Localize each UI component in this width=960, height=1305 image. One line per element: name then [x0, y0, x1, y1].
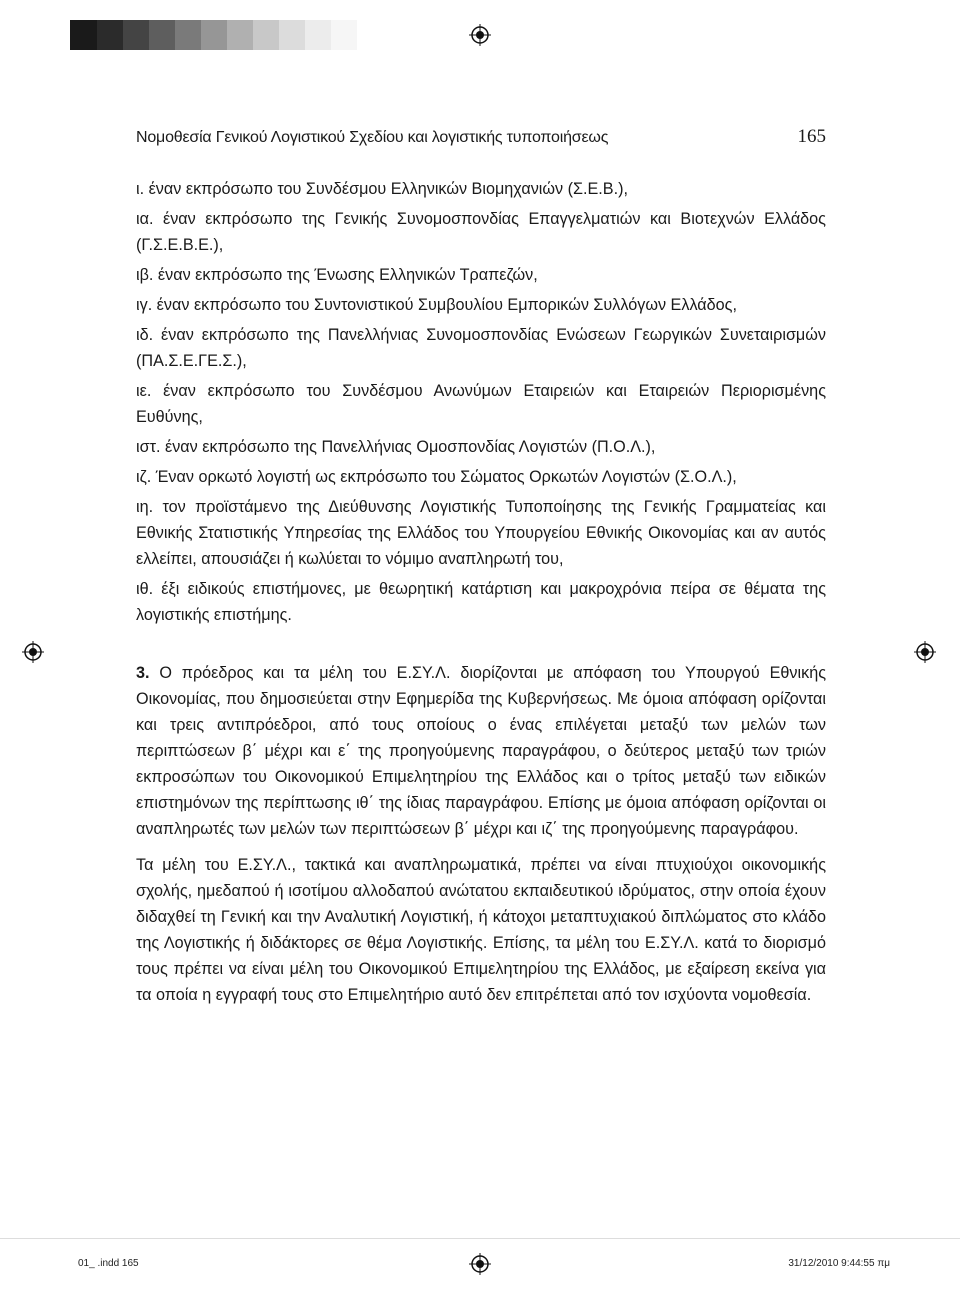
section-gap — [136, 632, 826, 660]
color-swatch — [305, 20, 331, 50]
printer-slug — [78, 1258, 890, 1269]
running-header — [136, 126, 826, 154]
color-swatch — [201, 20, 227, 50]
color-swatch — [331, 20, 357, 50]
header-title: Νομοθεσία Γενικού Λογιστικού Σχεδίου και λογιστικής τυποποιήσεως — [136, 129, 609, 146]
color-swatch — [97, 20, 123, 50]
slug-divider — [0, 1238, 960, 1239]
list-item: ια. έναν εκπρόσωπο της Γενικής Συνομοσπονδίας Επαγγελματιών και Βιοτεχνών Ελλάδος (Γ.Σ.Ε.Β.Ε.), — [136, 210, 826, 254]
color-swatch — [70, 20, 97, 50]
section-3-text: Ο πρόεδρος και τα μέλη του Ε.ΣΥ.Λ. διορίζονται με απόφαση του Υπουργού Εθνικής Οικονομίας, που δημοσιεύεται στην Εφημερίδα της Κυβερνήσεως. Με όμοια απόφαση ορίζονται και τρεις αντιπρόεδροι, από τους οποίους ο ένας επιλέγεται μεταξύ των μελών των περιπτώσεων β΄ μέχρι και ε΄ της προηγούμενης παραγράφου, ο δεύτερος μεταξύ των τριών εκπροσώπων του Οικονομικού Επιμελητηρίου της Ελλάδος και ο τρίτος μεταξύ των ειδικών επιστημόνων της περίπτωσης ιθ΄ της ίδιας παραγράφου. Επίσης με όμοια απόφαση ορίζονται οι αναπληρωτές των μελών των περιπτώσεων β΄ μέχρι και ιζ΄ της προηγούμενης παραγράφου. — [136, 664, 826, 838]
color-swatch — [279, 20, 305, 50]
section-3-paragraph — [136, 660, 826, 842]
color-swatch — [149, 20, 175, 50]
list-item: ιθ. έξι ειδικούς επιστήμονες, με θεωρητική κατάρτιση και μακροχρόνια πείρα σε θέματα της λογιστικής επιστήμης. — [136, 580, 826, 624]
list-item: ιε. έναν εκπρόσωπο του Συνδέσμου Ανωνύμων Εταιρειών και Εταιρειών Περιορισμένης Ευθύνης, — [136, 382, 826, 426]
list-item: ιδ. έναν εκπρόσωπο της Πανελλήνιας Συνομοσπονδίας Ενώσεων Γεωργικών Συνεταιρισμών (ΠΑ.Σ.Ε.ΓΕ.Σ.), — [136, 326, 826, 370]
color-swatch — [227, 20, 253, 50]
list-item: ιζ. Έναν ορκωτό λογιστή ως εκπρόσωπο του Σώματος Ορκωτών Λογιστών (Σ.Ο.Λ.), — [136, 468, 737, 486]
list-item: ιγ. έναν εκπρόσωπο του Συντονιστικού Συμβουλίου Εμπορικών Συλλόγων Ελλάδος, — [136, 296, 737, 314]
printer-color-bar — [70, 20, 357, 50]
color-swatch — [123, 20, 149, 50]
list-item: ιβ. έναν εκπρόσωπο της Ένωσης Ελληνικών Τραπεζών, — [136, 266, 538, 284]
members-paragraph: Τα μέλη του Ε.ΣΥ.Λ., τακτικά και αναπληρωματικά, πρέπει να είναι πτυχιούχοι οικονομικής σχολής, ημεδαπού ή ισοτίμου αλλοδαπού ανώτατου εκπαιδευτικού ιδρύματος, στην οποία έχουν διδαχθεί τη Γενική και την Αναλυτική Λογιστική, ή κάτοχοι μεταπτυχιακού διπλώματος στο κλάδο της Λογιστικής ή διδάκτορες σε θέμα Λογιστικής. Επίσης, τα μέλη του Ε.ΣΥ.Λ. κατά το διορισμό τους πρέπει να είναι μέλη του Οικονομικού Επιμελητηρίου της Ελλάδος, με εξαίρεση εκείνα για τα οποία η εγγραφή τους στο Επιμελητήριο αυτό δεν επιτρέπεται από τον ισχύοντα νομοθεσία. — [136, 856, 826, 1004]
page-body — [136, 176, 826, 1012]
color-swatch — [175, 20, 201, 50]
page-number: 165 — [797, 126, 826, 147]
list-item: ιστ. έναν εκπρόσωπο της Πανελλήνιας Ομοσπονδίας Λογιστών (Π.Ο.Λ.), — [136, 438, 656, 456]
list-item: ι. έναν εκπρόσωπο του Συνδέσμου Ελληνικών Βιομηχανιών (Σ.Ε.Β.), — [136, 180, 628, 198]
list-item: ιη. τον προϊστάμενο της Διεύθυνσης Λογιστικής Τυποποίησης της Γενικής Γραμματείας και Εθνικής Στατιστικής Υπηρεσίας της Ελλάδος του Υπουργείου Εθνικής Οικονομίας και αν αυτός ελλείπει, απουσιάζει ή κωλύεται το νόμιμο αναπληρωτή του, — [136, 498, 826, 568]
registration-mark-icon — [469, 24, 491, 46]
slug-timestamp: 31/12/2010 9:44:55 πμ — [788, 1258, 890, 1269]
registration-mark-icon — [22, 641, 44, 663]
color-swatch — [253, 20, 279, 50]
section-number: 3. — [136, 664, 150, 682]
registration-mark-icon — [914, 641, 936, 663]
slug-file: 01_ .indd 165 — [78, 1258, 139, 1269]
